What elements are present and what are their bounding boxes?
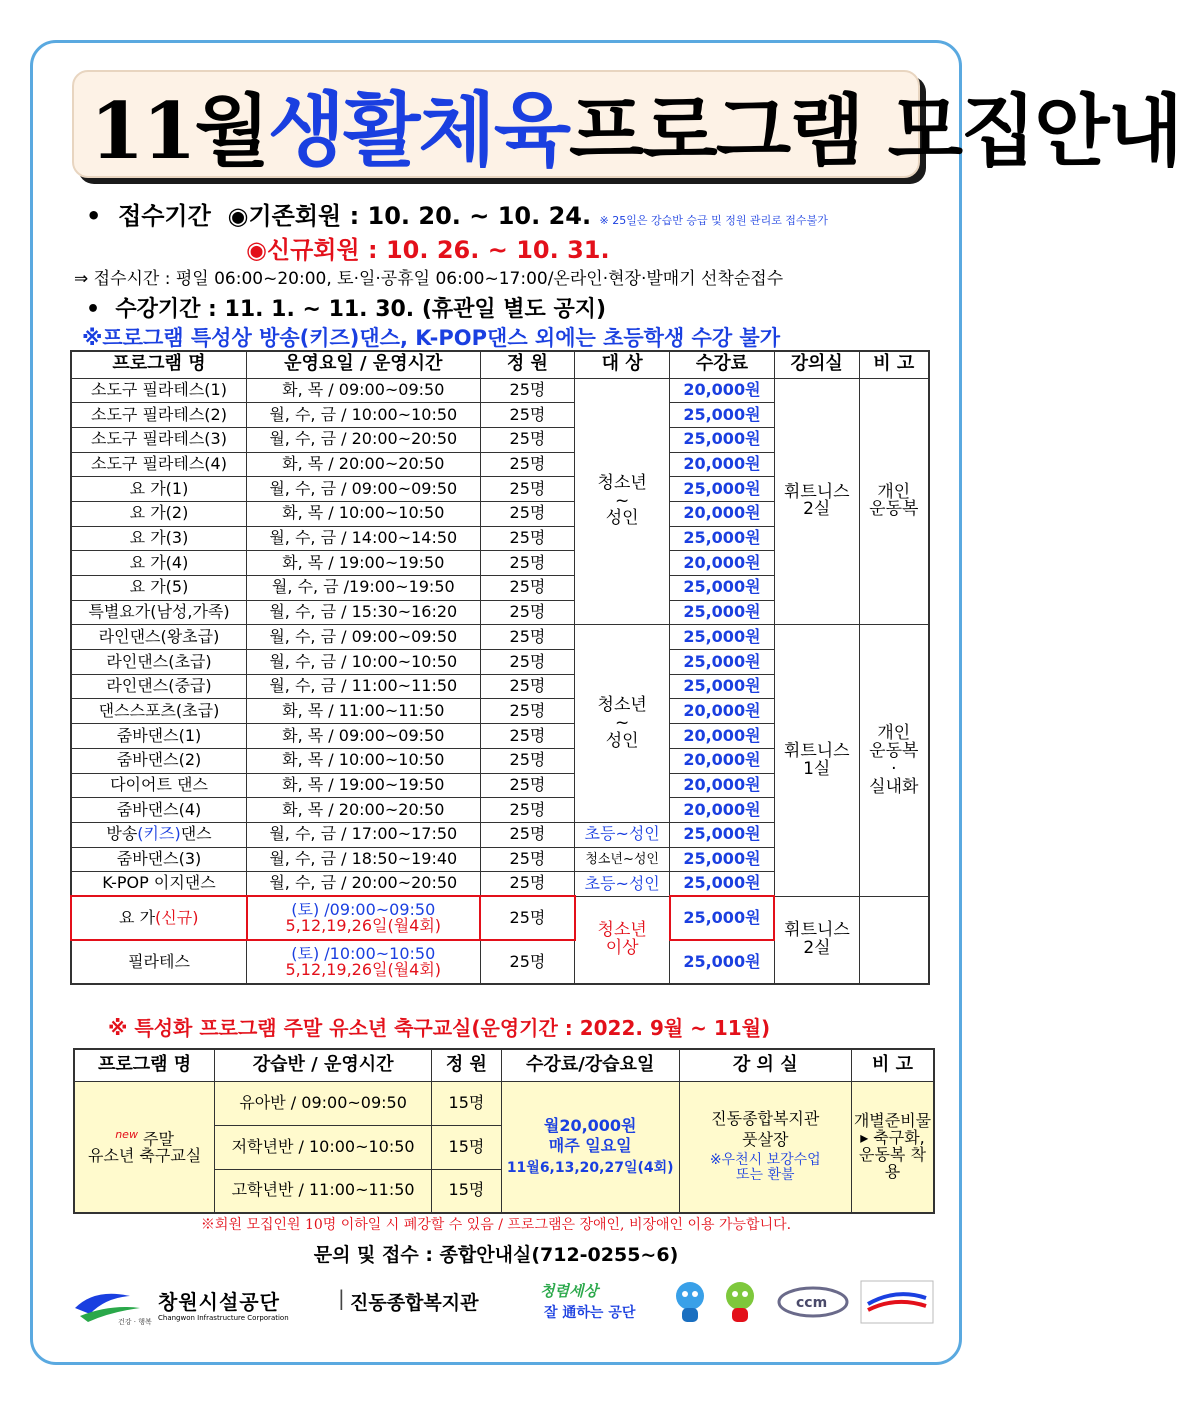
svg-text:건강 · 행복: 건강 · 행복: [118, 1318, 152, 1326]
fee: 20,000원: [670, 773, 775, 798]
schedule: 월, 수, 금 / 11:00~11:50: [247, 674, 481, 699]
program-name: 요 가(신규): [71, 896, 247, 940]
note: 개별준비물 ▸ 축구화, 운동복 착용: [851, 1081, 934, 1213]
capacity: 25명: [480, 872, 575, 897]
mascot-blue-icon: [670, 1278, 710, 1326]
schedule: 월, 수, 금 / 10:00~10:50: [247, 650, 481, 675]
capacity: 25명: [480, 403, 575, 428]
schedule: 화, 목 / 09:00~09:50: [247, 378, 481, 403]
program-name: $^{new}$ 주말 유소년 축구교실: [74, 1081, 215, 1213]
fee: 20,000원: [670, 551, 775, 576]
table-row: [74, 1081, 934, 1125]
schedule: 월, 수, 금 / 15:30~16:20: [247, 600, 481, 625]
capacity: 15명: [432, 1125, 502, 1169]
target: 청소년~성인: [575, 847, 670, 872]
existing-note: ※ 25일은 강습반 승급 및 정원 관리로 접수불가: [599, 214, 828, 227]
room: 휘트니스 2실: [774, 378, 859, 625]
program-name: 요 가(4): [71, 551, 247, 576]
capacity: 25명: [480, 551, 575, 576]
fee: 20,000원: [670, 748, 775, 773]
program-name: 요 가(5): [71, 576, 247, 601]
schedule: 화, 목 / 11:00~11:50: [247, 699, 481, 724]
col-room: 강의실: [774, 351, 859, 378]
capacity: 25명: [480, 625, 575, 650]
schedule: 월, 수, 금 / 17:00~17:50: [247, 822, 481, 847]
capacity: 25명: [480, 477, 575, 502]
program-name: 라인댄스(중급): [71, 674, 247, 699]
class-name: 유아반 / 09:00~09:50: [215, 1081, 432, 1125]
schedule: 월, 수, 금 / 20:00~20:50: [247, 872, 481, 897]
fee: 20,000원: [670, 724, 775, 749]
table-row: [71, 625, 929, 650]
schedule: 화, 목 / 19:00~19:50: [247, 551, 481, 576]
col-note: 비 고: [851, 1049, 934, 1081]
fee: 20,000원: [670, 798, 775, 823]
mascot-green-icon: [720, 1278, 760, 1326]
new-member-period: ◉신규회원 : 10. 26. ~ 10. 31.: [246, 236, 610, 264]
target: 초등~성인: [575, 872, 670, 897]
intake-period: • 접수기간 ◉기존회원 : 10. 20. ~ 10. 24. ※ 25일은 강습반 승급 및 정원 관리로 접수불가: [86, 202, 828, 230]
program-name: 다이어트 댄스: [71, 773, 247, 798]
col-room: 강 의 실: [679, 1049, 851, 1081]
schedule: 월, 수, 금 / 18:50~19:40: [247, 847, 481, 872]
capacity: 25명: [480, 699, 575, 724]
col-schedule: 운영요일 / 운영시간: [247, 351, 481, 378]
program-name: 소도구 필라테스(3): [71, 427, 247, 452]
target: 청소년 ~ 성인: [575, 625, 670, 823]
schedule: 월, 수, 금 / 09:00~09:50: [247, 625, 481, 650]
schedule: 화, 목 / 10:00~10:50: [247, 501, 481, 526]
program-name: 특별요가(남성,가족): [71, 600, 247, 625]
certification-logo-icon: [860, 1280, 934, 1324]
existing-member-period: ◉기존회원 : 10. 20. ~ 10. 24.: [227, 202, 592, 230]
schedule: 화, 목 / 09:00~09:50: [247, 724, 481, 749]
capacity: 25명: [480, 798, 575, 823]
fee: 20,000원: [670, 378, 775, 403]
fee: 20,000원: [670, 699, 775, 724]
schedule: 월, 수, 금 /19:00~19:50: [247, 576, 481, 601]
capacity: 25명: [480, 378, 575, 403]
program-name: 소도구 필라테스(2): [71, 403, 247, 428]
soccer-table: [73, 1048, 935, 1214]
fee: 25,000원: [670, 940, 775, 984]
target: 청소년 ~ 성인: [575, 378, 670, 625]
program-name: 소도구 필라테스(4): [71, 452, 247, 477]
program-name: 줌바댄스(1): [71, 724, 247, 749]
program-name: 방송(키즈)댄스: [71, 822, 247, 847]
program-name: 라인댄스(초급): [71, 650, 247, 675]
col-program: 프로그램 명: [74, 1049, 215, 1081]
fee: 20,000원: [670, 452, 775, 477]
fee: 25,000원: [670, 600, 775, 625]
fee: 25,000원: [670, 872, 775, 897]
program-name: 줌바댄스(3): [71, 847, 247, 872]
capacity: 25명: [480, 576, 575, 601]
target: 초등~성인: [575, 822, 670, 847]
footer-note: ※회원 모집인원 10명 이하일 시 폐강할 수 있음 / 프로그램은 장애인, 비장애인 이용 가능합니다.: [200, 1217, 792, 1233]
table-header-row: [71, 351, 929, 378]
program-name: 댄스스포츠(초급): [71, 699, 247, 724]
schedule: 월, 수, 금 / 14:00~14:50: [247, 526, 481, 551]
note: 개인 운동복: [859, 378, 929, 625]
schedule: 월, 수, 금 / 09:00~09:50: [247, 477, 481, 502]
col-capacity: 정 원: [432, 1049, 502, 1081]
capacity: 25명: [480, 427, 575, 452]
capacity: 15명: [432, 1169, 502, 1213]
capacity: 25명: [480, 650, 575, 675]
company-name: 창원시설공단: [158, 1290, 280, 1314]
schedule: (토) /09:00~09:50 5,12,19,26일(월4회): [247, 896, 481, 940]
schedule: 화, 목 / 19:00~19:50: [247, 773, 481, 798]
fee: 25,000원: [670, 427, 775, 452]
contact-info: 문의 및 접수 : 종합안내실(712-0255~6): [313, 1244, 679, 1266]
program-table: [70, 350, 930, 985]
fee-day: 월20,000원 매주 일요일 11월6,13,20,27일(4회): [501, 1081, 679, 1213]
program-name: 소도구 필라테스(1): [71, 378, 247, 403]
capacity: 25명: [480, 940, 575, 984]
target: 청소년 이상: [575, 896, 670, 984]
class-name: 저학년반 / 10:00~10:50: [215, 1125, 432, 1169]
fee: 25,000원: [670, 896, 775, 940]
capacity: 25명: [480, 896, 575, 940]
capacity: 25명: [480, 847, 575, 872]
capacity: 25명: [480, 748, 575, 773]
welfare-center-name: 진동종합복지관: [350, 1292, 479, 1314]
svg-text:ccm: ccm: [796, 1295, 828, 1311]
col-capacity: 정 원: [480, 351, 575, 378]
fee: 25,000원: [670, 625, 775, 650]
cmc-logo-icon: [70, 1286, 150, 1326]
slogan-sub: 잘 通하는 공단: [544, 1305, 636, 1321]
capacity: 25명: [480, 773, 575, 798]
col-fee: 수강료: [670, 351, 775, 378]
room: 진동종합복지관 풋살장 ※우천시 보강수업 또는 환불: [679, 1081, 851, 1213]
intake-time-note: ⇒ 접수시간 : 평일 06:00~20:00, 토·일·공휴일 06:00~17:00/온라인·현장·발매기 선착순접수: [74, 269, 784, 289]
room: 휘트니스 1실: [774, 625, 859, 897]
fee: 25,000원: [670, 526, 775, 551]
capacity: 25명: [480, 526, 575, 551]
schedule: 화, 목 / 20:00~20:50: [247, 452, 481, 477]
program-name: 요 가(2): [71, 501, 247, 526]
col-class: 강습반 / 운영시간: [215, 1049, 432, 1081]
capacity: 25명: [480, 600, 575, 625]
fee: 25,000원: [670, 403, 775, 428]
schedule: 화, 목 / 10:00~10:50: [247, 748, 481, 773]
title-month: 11월: [90, 86, 268, 177]
capacity: 25명: [480, 501, 575, 526]
fee: 25,000원: [670, 650, 775, 675]
fee: 25,000원: [670, 674, 775, 699]
fee: 25,000원: [670, 477, 775, 502]
program-name: 줌바댄스(2): [71, 748, 247, 773]
course-period: • 수강기간 : 11. 1. ~ 11. 30. (휴관일 별도 공지): [86, 297, 607, 322]
schedule: 화, 목 / 20:00~20:50: [247, 798, 481, 823]
slogan: 청렴세상: [540, 1282, 598, 1300]
capacity: 25명: [480, 674, 575, 699]
title-rest: 프로그램 모집안내: [569, 86, 1181, 177]
elementary-notice: ※프로그램 특성상 방송(키즈)댄스, K-POP댄스 외에는 초등학생 수강 불가: [82, 326, 780, 350]
program-name: 필라테스: [71, 940, 247, 984]
capacity: 25명: [480, 452, 575, 477]
note: 개인 운동복 · 실내화: [859, 625, 929, 897]
room: 휘트니스 2실: [774, 896, 859, 984]
fee: 25,000원: [670, 847, 775, 872]
company-name-en: Changwon Infrastructure Corporation: [158, 1314, 289, 1322]
fee: 25,000원: [670, 822, 775, 847]
title-highlight: 생활체육: [267, 84, 570, 177]
capacity: 25명: [480, 724, 575, 749]
program-name: K-POP 이지댄스: [71, 872, 247, 897]
col-fee-day: 수강료/강습요일: [501, 1049, 679, 1081]
col-note: 비 고: [859, 351, 929, 378]
fee: 25,000원: [670, 576, 775, 601]
special-program-title: ※ 특성화 프로그램 주말 유소년 축구교실(운영기간 : 2022. 9월 ~ 11월): [108, 1016, 771, 1040]
table-row: [71, 896, 929, 940]
schedule: 월, 수, 금 / 20:00~20:50: [247, 427, 481, 452]
class-name: 고학년반 / 11:00~11:50: [215, 1169, 432, 1213]
fee: 20,000원: [670, 501, 775, 526]
program-name: 요 가(1): [71, 477, 247, 502]
capacity: 15명: [432, 1081, 502, 1125]
col-program: 프로그램 명: [71, 351, 247, 378]
program-name: 요 가(3): [71, 526, 247, 551]
program-name: 라인댄스(왕초급): [71, 625, 247, 650]
page-title: [90, 66, 1181, 181]
table-row: [71, 378, 929, 403]
schedule: (토) /10:00~10:50 5,12,19,26일(월4회): [247, 940, 481, 984]
capacity: 25명: [480, 822, 575, 847]
ccm-logo-icon: [776, 1284, 850, 1324]
intake-label: 접수기간: [118, 202, 211, 230]
logo-bar: 건강 · 행복 창원시설공단 Changwon Infrastructure Corporation | 진동종합복지관 청렴세상 잘 通하는 공단 ccm: [70, 1278, 940, 1328]
col-target: 대 상: [575, 351, 670, 378]
program-name: 줌바댄스(4): [71, 798, 247, 823]
schedule: 월, 수, 금 / 10:00~10:50: [247, 403, 481, 428]
